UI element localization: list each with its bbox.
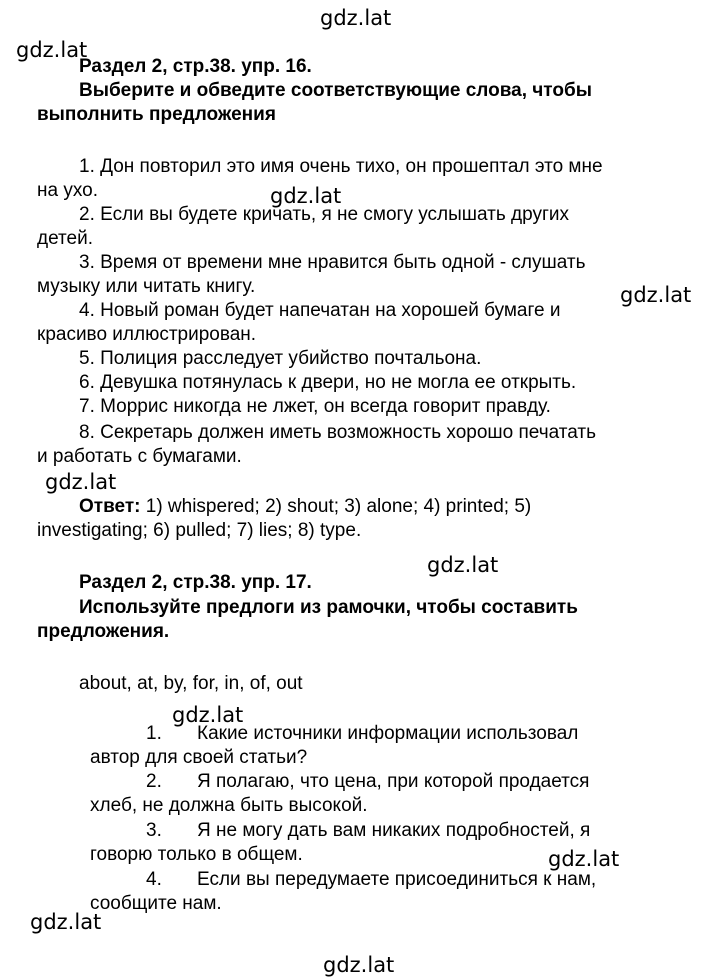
sentence-line: детей. <box>37 228 93 249</box>
item-number: 3. <box>146 820 162 841</box>
prepositions-box: about, at, by, for, in, of, out <box>79 673 303 694</box>
answer-line <box>79 495 531 519</box>
item-text-continued: хлеб, не должна быть высокой. <box>90 795 368 816</box>
watermark: gdz.lat <box>548 847 620 871</box>
watermark: gdz.lat <box>320 6 392 30</box>
watermark: gdz.lat <box>323 953 395 977</box>
item-text-continued: говорю только в общем. <box>90 844 303 865</box>
sentence-line: 6. Девушка потянулась к двери, но не могла ее открыть. <box>79 372 577 393</box>
sentence-line: 2. Если вы будете кричать, я не смогу услышать других <box>79 204 570 225</box>
answer-line-continued: investigating; 6) pulled; 7) lies; 8) type. <box>37 520 362 541</box>
item-text: Если вы передумаете присоединиться к нам, <box>197 869 597 890</box>
item-number: 1. <box>146 723 162 744</box>
item-text-continued: сообщите нам. <box>90 893 222 914</box>
sentence-line: 8. Секретарь должен иметь возможность хорошо печатать <box>79 422 596 443</box>
watermark: gdz.lat <box>45 470 117 494</box>
section16-task: Выберите и обведите соответствующие слова, чтобы <box>79 80 592 101</box>
sentence-line: музыку или читать книгу. <box>37 276 256 297</box>
sentence-line: 4. Новый роман будет напечатан на хорошей бумаге и <box>79 300 561 321</box>
item-text: Я полагаю, что цена, при которой продается <box>197 771 590 792</box>
item-number: 2. <box>146 771 162 792</box>
watermark: gdz.lat <box>427 553 499 577</box>
sentence-line: 1. Дон повторил это имя очень тихо, он прошептал это мне <box>79 156 603 177</box>
answer-label: Ответ: <box>79 496 141 517</box>
section17-task: Используйте предлоги из рамочки, чтобы составить <box>79 597 578 618</box>
section16-heading: Раздел 2, стр.38. упр. 16. <box>79 56 312 77</box>
item-number: 4. <box>146 869 162 890</box>
sentence-line: 7. Моррис никогда не лжет, он всегда говорит правду. <box>79 396 551 417</box>
sentence-line: и работать с бумагами. <box>37 446 242 467</box>
watermark: gdz.lat <box>270 184 342 208</box>
item-text: Какие источники информации использовал <box>197 723 579 744</box>
sentence-line: красиво иллюстрирован. <box>37 324 257 345</box>
section16-task-continued: выполнить предложения <box>37 104 276 125</box>
section17-task-continued: предложения. <box>37 621 170 642</box>
watermark: gdz.lat <box>16 38 88 62</box>
sentence-line: на ухо. <box>37 180 98 201</box>
watermark: gdz.lat <box>620 283 692 307</box>
sentence-line: 3. Время от времени мне нравится быть одной - слушать <box>79 252 586 273</box>
watermark: gdz.lat <box>30 910 102 934</box>
item-text-continued: автор для своей статьи? <box>90 747 308 768</box>
watermark: gdz.lat <box>172 703 244 727</box>
answer-text: 1) whispered; 2) shout; 3) alone; 4) printed; 5) <box>140 496 532 517</box>
sentence-line: 5. Полиция расследует убийство почтальона. <box>79 348 482 369</box>
item-text: Я не могу дать вам никаких подробностей, я <box>197 820 591 841</box>
section17-heading: Раздел 2, стр.38. упр. 17. <box>79 572 312 593</box>
